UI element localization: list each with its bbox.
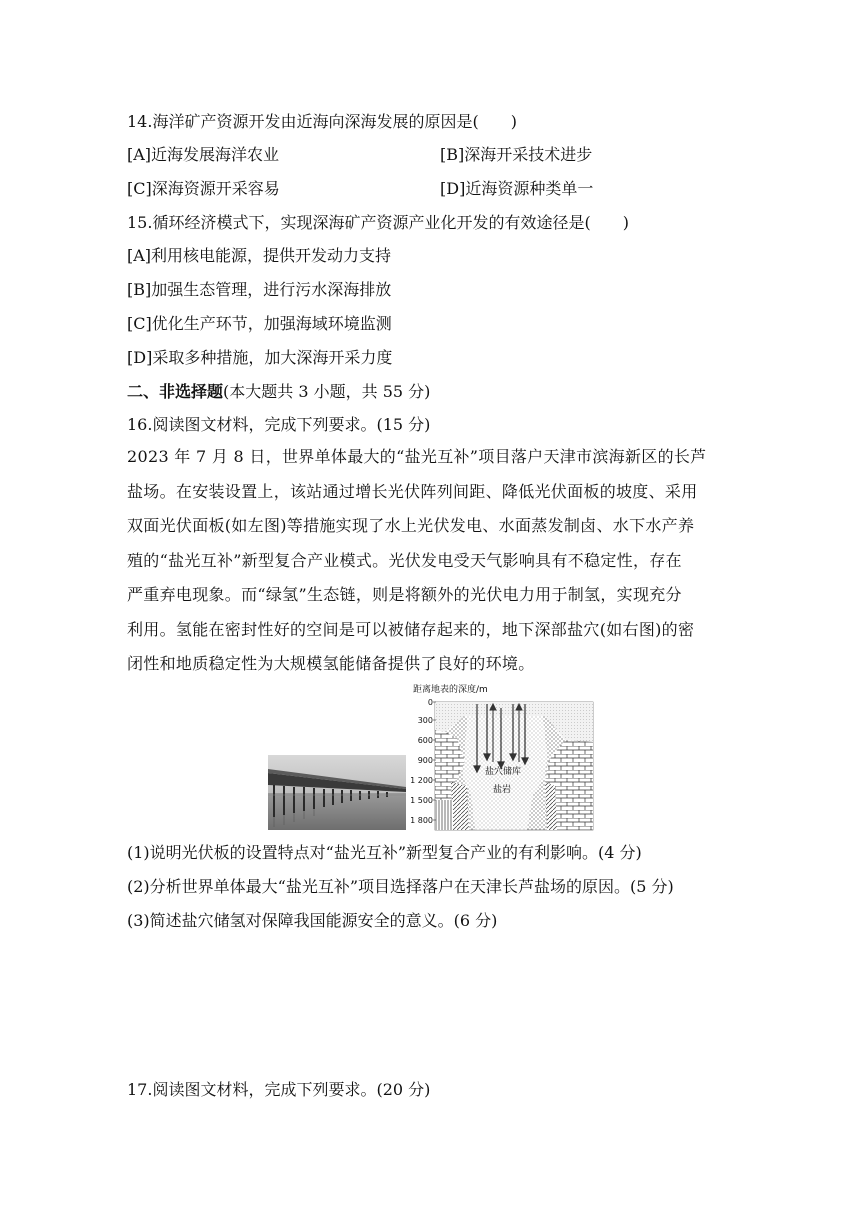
passage-line: 利用。氢能在密封性好的空间是可以被储存起来的，地下深部盐穴(如右图)的密: [127, 619, 695, 639]
depth-tick: 1 500: [410, 796, 433, 805]
depth-tick: 600: [417, 736, 433, 745]
q15-option-b: [B]加强生态管理，进行污水深海排放: [127, 280, 392, 299]
cavern-label: 盐穴储库: [485, 767, 522, 777]
depth-tick: 1 800: [410, 816, 433, 825]
depth-tick: 1 200: [410, 776, 433, 785]
q14-option-a: [A]近海发展海洋农业: [127, 145, 280, 164]
passage-line: 双面光伏面板(如左图)等措施实现了水上光伏发电、水面蒸发制卤、水下水产养: [127, 516, 695, 535]
depth-axis-title: 距离地表的深度/m: [413, 685, 488, 695]
solar-panel-photo: [268, 755, 406, 830]
depth-tick: 900: [417, 756, 433, 765]
section-note: (本大题共 3 小题，共 55 分): [223, 382, 431, 401]
section-heading: [127, 381, 430, 403]
q16-passage: [127, 440, 734, 682]
depth-tick: 300: [417, 716, 433, 725]
salt-cavern-diagram: [405, 682, 595, 832]
passage-line: 2023 年 7 月 8 日，世界单体最大的“盐光互补”项目落户天津市滨海新区的长芦: [127, 447, 707, 466]
q16-sub3: (3)简述盐穴储氢对保障我国能源安全的意义。(6 分): [127, 911, 498, 930]
q16-stem: 16.阅读图文材料，完成下列要求。(15 分): [127, 415, 431, 434]
q15-stem: 15.循环经济模式下，实现深海矿产资源产业化开发的有效途径是( ): [127, 213, 629, 232]
q14-option-c: [C]深海资源开采容易: [127, 179, 280, 198]
q14-stem: 14.海洋矿产资源开发由近海向深海发展的原因是( ): [127, 112, 517, 131]
section-title: 二、非选择题: [127, 382, 224, 401]
q15-option-d: [D]采取多种措施，加大深海开采力度: [127, 348, 393, 367]
passage-line: 严重弃电现象。而“绿氢”生态链，则是将额外的光伏电力用于制氢，实现充分: [127, 585, 682, 604]
passage-line: 盐场。在安装设置上，该站通过增长光伏阵列间距、降低光伏面板的坡度、采用: [127, 481, 698, 501]
passage-line: 闭性和地质稳定性为大规模氢能储备提供了良好的环境。: [127, 654, 535, 673]
rock-label: 盐岩: [493, 785, 512, 795]
q14-option-d: [D]近海资源种类单一: [440, 179, 594, 198]
q16-sub2: (2)分析世界单体最大“盐光互补”项目选择落户在天津长芦盐场的原因。(5 分): [127, 877, 674, 896]
q17-stem: 17.阅读图文材料，完成下列要求。(20 分): [127, 1080, 431, 1099]
q15-option-c: [C]优化生产环节，加强海域环境监测: [127, 314, 392, 333]
passage-line: 殖的“盐光互补”新型复合产业模式。光伏发电受天气影响具有不稳定性，存在: [127, 550, 682, 570]
q14-option-b: [B]深海开采技术进步: [440, 145, 593, 164]
q16-sub1: (1)说明光伏板的设置特点对“盐光互补”新型复合产业的有利影响。(4 分): [127, 843, 642, 862]
depth-tick: 0: [427, 698, 433, 707]
q15-option-a: [A]利用核电能源，提供开发动力支持: [127, 246, 392, 265]
